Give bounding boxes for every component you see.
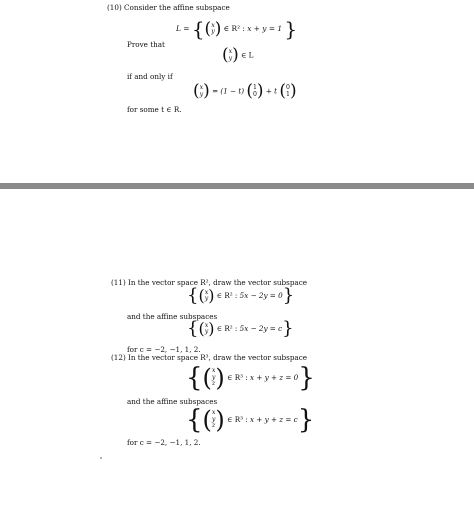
vec-y: y (211, 415, 216, 423)
vec-x: x (204, 321, 209, 329)
vec-y: y (204, 328, 209, 335)
vec-x: x (228, 48, 233, 55)
vec-zero: 0 (286, 84, 290, 91)
p12-condition-1: x + y + z = 0 (250, 373, 299, 382)
problem-11-header: (11) In the vector space R², draw the vector subspace (111, 278, 307, 287)
set-condition: x + y = 1 (247, 24, 283, 33)
vec-one: 1 (252, 84, 257, 91)
vec-y: y (204, 295, 209, 302)
parametric-equation: (x y) = (1 − t) (1 0) + t (0 1) (193, 81, 297, 101)
p12-for-c: for c = −2, −1, 1, 2. (127, 438, 201, 447)
set-L-definition: L = {(x y) ∈ R² : x + y = 1 } (176, 17, 298, 41)
eq-mid: = (1 − t) (212, 86, 245, 96)
vec-y: y (211, 373, 216, 381)
vec-x: x (199, 84, 204, 91)
p11-vector-subspace: {(x y) ∈ R² : 5x − 2y = 0} (187, 285, 295, 306)
prove-that-label: Prove that (127, 40, 165, 49)
eq-plus: + t (265, 86, 278, 96)
stray-mark (100, 457, 102, 459)
page-1 (0, 0, 474, 183)
problem-12-header: (12) In the vector space R³, draw the vector subspace (111, 353, 307, 362)
vector-in-L: (x y) ∈ L (222, 45, 254, 65)
p11-condition-1: 5x − 2y = 0 (239, 291, 283, 300)
p11-affine-subspaces: {(x y) ∈ R² : 5x − 2y = c} (187, 318, 294, 339)
p12-condition-2: x + y + z = c (250, 415, 298, 424)
vec-x: x (211, 367, 216, 375)
p11-affine-intro: and the affine subspaces (127, 312, 218, 321)
vec-x: x (211, 409, 216, 417)
p12-vector-subspace: {(x y z) ∈ R³ : x + y + z = 0} (186, 363, 315, 393)
if-and-only-if-label: if and only if (127, 72, 173, 81)
p11-condition-2: 5x − 2y = c (239, 324, 283, 333)
vec-z: z (212, 422, 216, 430)
in-R2: ∈ R² : (216, 291, 238, 300)
vec-x: x (211, 21, 215, 29)
in-L: ∈ L (241, 50, 254, 60)
p12-affine-intro: and the affine subspaces (127, 397, 218, 406)
vec-zero: 0 (252, 90, 257, 98)
vec-y: y (228, 54, 233, 62)
in-R3: ∈ R³ : (227, 373, 248, 382)
set-lhs: L = (176, 24, 190, 33)
page-2 (0, 189, 474, 519)
in-R2: ∈ R² : (216, 324, 238, 333)
vec-one: 1 (286, 90, 290, 98)
vec-y: y (211, 28, 215, 35)
vec-y: y (199, 90, 204, 98)
in-R3: ∈ R³ : (227, 415, 248, 424)
vec-z: z (212, 380, 216, 388)
problem-10-header: (10) Consider the affine subspace (107, 3, 230, 12)
for-some-t-label: for some t ∈ R. (127, 105, 182, 114)
p11-for-c: for c = −2, −1, 1, 2. (127, 345, 201, 354)
in-R2: ∈ R² : (223, 24, 245, 33)
p12-affine-subspaces: {(x y z) ∈ R³ : x + y + z = c} (186, 405, 315, 435)
vec-x: x (204, 288, 209, 296)
